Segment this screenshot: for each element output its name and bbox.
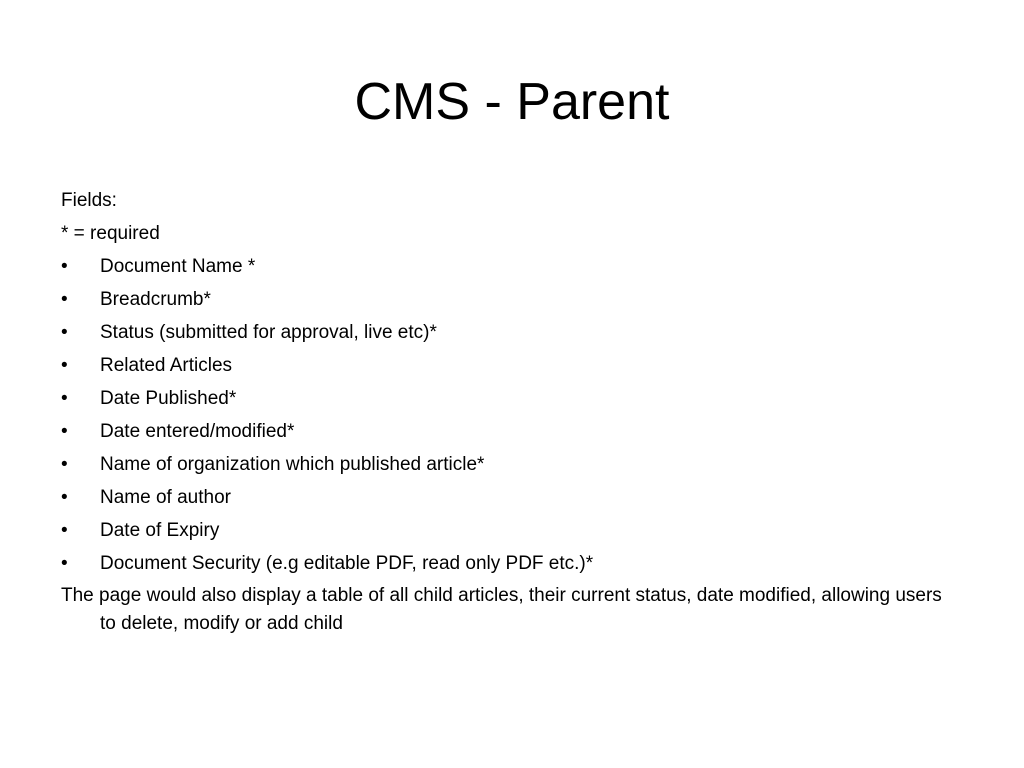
bullet-icon: •	[61, 421, 68, 442]
list-item	[61, 448, 961, 481]
list-item	[61, 382, 961, 415]
bullet-icon: •	[61, 256, 68, 277]
list-item-text: Related Articles	[100, 355, 233, 376]
list-item-text: Breadcrumb*	[100, 289, 211, 310]
list-item	[61, 283, 961, 316]
list-item-text: Status (submitted for approval, live etc)*	[100, 322, 437, 343]
closing-paragraph: The page would also display a table of all child articles, their current status, date modified, allowing users to delete, modify or add child	[61, 585, 942, 634]
list-item	[61, 481, 961, 514]
required-legend: * = required	[61, 223, 160, 244]
bullet-icon: •	[61, 355, 68, 376]
slide-body	[61, 184, 961, 638]
fields-heading: Fields:	[61, 190, 117, 211]
bullet-icon: •	[61, 520, 68, 541]
bullet-icon: •	[61, 487, 68, 508]
list-item-text: Document Security (e.g editable PDF, read only PDF etc.)*	[100, 553, 594, 574]
list-item	[61, 514, 961, 547]
bullet-icon: •	[61, 388, 68, 409]
slide-title: CMS - Parent	[354, 73, 670, 131]
bullet-icon: •	[61, 454, 68, 475]
list-item-text: Document Name *	[100, 256, 256, 277]
list-item-text: Date of Expiry	[100, 520, 220, 541]
list-item	[61, 316, 961, 349]
list-item-text: Name of author	[100, 487, 231, 508]
bullet-icon: •	[61, 322, 68, 343]
list-item	[61, 547, 961, 580]
bullet-icon: •	[61, 553, 68, 574]
list-item	[61, 349, 961, 382]
list-item-text: Name of organization which published article*	[100, 454, 485, 475]
list-item-text: Date Published*	[100, 388, 237, 409]
list-item	[61, 415, 961, 448]
list-item-text: Date entered/modified*	[100, 421, 295, 442]
bullet-icon: •	[61, 289, 68, 310]
field-list	[61, 250, 961, 580]
list-item	[61, 250, 961, 283]
